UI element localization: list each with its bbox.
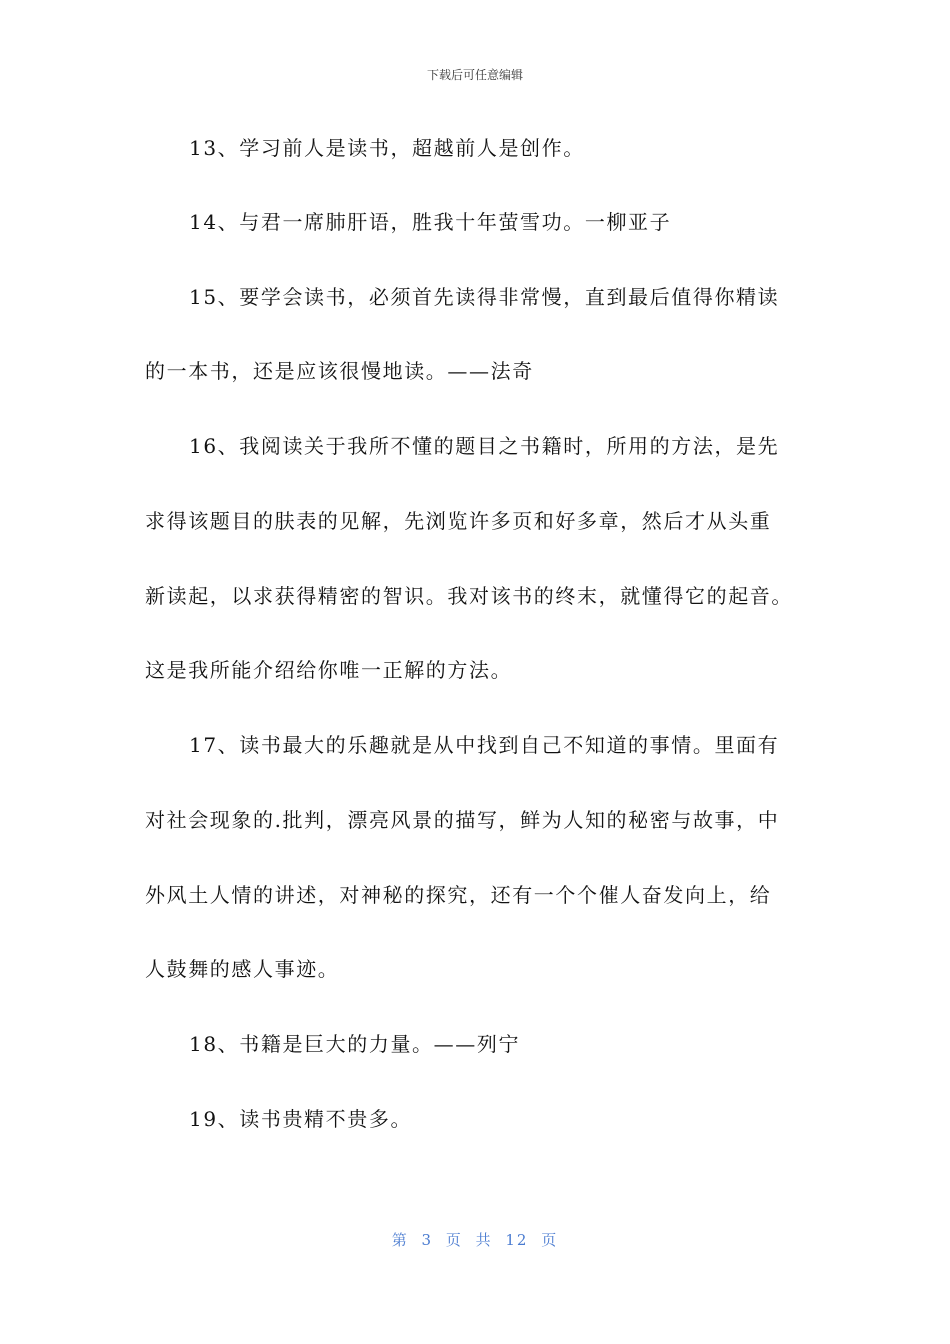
paragraph-line: 17、读书最大的乐趣就是从中找到自己不知道的事情。里面有 xyxy=(189,733,780,757)
paragraph-line: 对社会现象的.批判，漂亮风景的描写，鲜为人知的秘密与故事，中 xyxy=(145,808,780,832)
total-pages-number: 12 xyxy=(505,1231,529,1249)
page-header: 下载后可任意编辑 xyxy=(426,68,523,82)
paragraph-line: 人鼓舞的感人事迹。 xyxy=(145,957,340,981)
paragraph-line: 新读起，以求获得精密的智识。我对该书的终末，就懂得它的起音。 xyxy=(145,584,793,608)
footer-suffix: 页 xyxy=(541,1231,559,1249)
page-footer xyxy=(0,1229,950,1250)
paragraph-line: 14、与君一席肺肝语，胜我十年萤雪功。一柳亚子 xyxy=(189,210,672,234)
paragraph-line: 这是我所能介绍给你唯一正解的方法。 xyxy=(145,658,513,682)
footer-middle: 页 共 xyxy=(445,1231,493,1249)
paragraph-line: 13、学习前人是读书，超越前人是创作。 xyxy=(189,136,585,160)
paragraph-line: 18、书籍是巨大的力量。——列宁 xyxy=(189,1032,521,1056)
footer-prefix: 第 xyxy=(391,1231,409,1249)
paragraph-line: 求得该题目的肤表的见解，先浏览许多页和好多章，然后才从头重 xyxy=(145,509,772,533)
paragraph-line: 16、我阅读关于我所不懂的题目之书籍时，所用的方法，是先 xyxy=(189,434,780,458)
current-page-number: 3 xyxy=(421,1231,434,1249)
paragraph-line: 外风土人情的讲述，对神秘的探究，还有一个个催人奋发向上，给 xyxy=(145,883,772,907)
paragraph-line: 19、读书贵精不贵多。 xyxy=(189,1107,413,1131)
paragraph-line: 15、要学会读书，必须首先读得非常慢，直到最后值得你精读 xyxy=(189,285,780,309)
paragraph-line: 的一本书，还是应该很慢地读。——法奇 xyxy=(145,359,534,383)
